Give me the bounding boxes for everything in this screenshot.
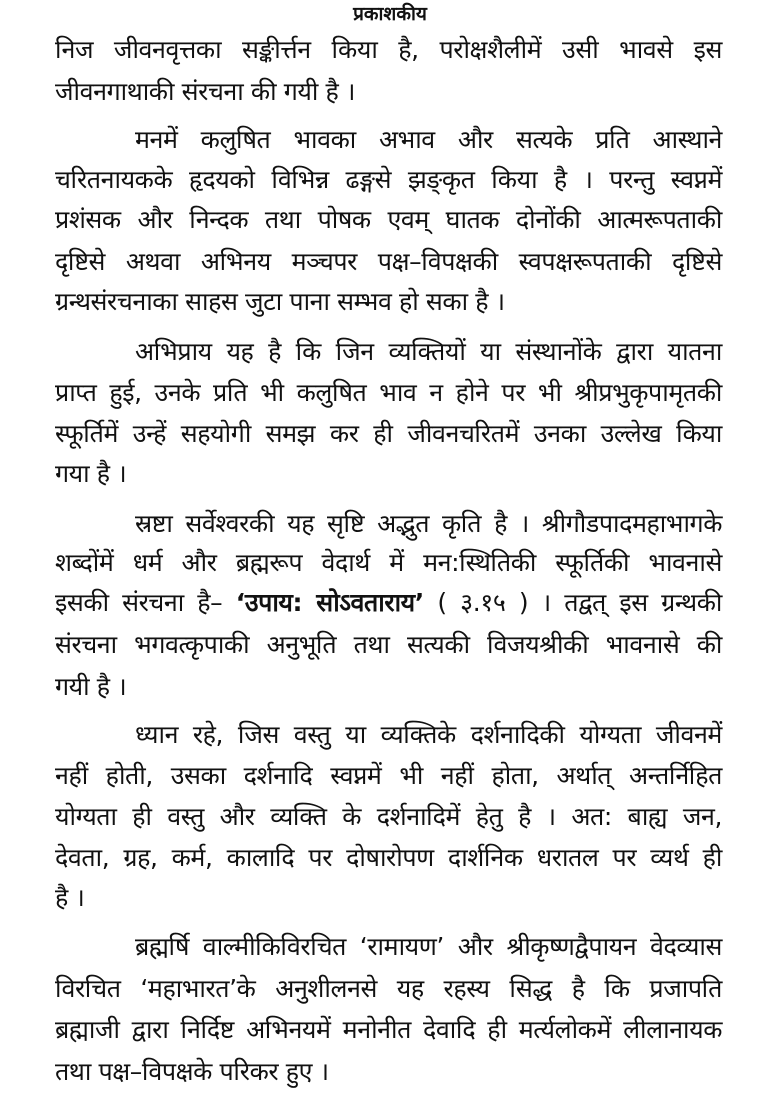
text-line: नहीं होती, उसका दर्शनादि स्वप्नमें भी नहीं होता, अर्थात् अन्तर्निहित [55, 761, 722, 790]
quote-suffix: ( ३.१५ ) । तद्वत् इस ग्रन्थकी [423, 588, 722, 617]
quote-prefix: इसकी संरचना है– [55, 588, 236, 617]
text-line: दृष्टिसे अथवा अभिनय मञ्चपर पक्ष–विपक्षकी स्वपक्षरूपताकी दृष्टिसे [55, 247, 722, 276]
text-line: ब्रह्मर्षि वाल्मीकिविरचित ‘रामायण’ और श्रीकृष्णद्वैपायन वेदव्यास [135, 932, 722, 961]
text-line: निज जीवनवृत्तका सङ्कीर्त्तन किया है, परोक्षशैलीमें उसी भावसे इस [55, 35, 722, 64]
text-line: तथा पक्ष–विपक्षके परिकर हुए । [55, 1057, 329, 1086]
text-line: चरितनायकके हृदयको विभिन्न ढङ्गसे झङ्कृत किया है । परन्तु स्वप्नमें [55, 165, 722, 194]
text-line: स्रष्टा सर्वेश्वरकी यह सृष्टि अद्भुत कृति है । श्रीगौडपादमहाभागके [135, 509, 722, 538]
text-line: शब्दोंमें धर्म और ब्रह्मरूप वेदार्थ में मन:स्थितिकी स्फूर्तिकी भावनासे [55, 548, 722, 577]
text-line: ग्रन्थसंरचनाका साहस जुटा पाना सम्भव हो सका है । [55, 287, 505, 316]
text-line: ध्यान रहे, जिस वस्तु या व्यक्तिके दर्शनादिकी योग्यता जीवनमें [135, 720, 722, 749]
text-line: गया है । [55, 459, 127, 488]
text-line: योग्यता ही वस्तु और व्यक्ति के दर्शनादिमें हेतु है । अत: बाह्य जन, [55, 802, 722, 831]
text-line: देवता, ग्रह, कर्म, कालादि पर दोषारोपण दार्शनिक धरातल पर व्यर्थ ही [55, 843, 722, 872]
text-line: ब्रह्माजी द्वारा निर्दिष्ट अभिनयमें मनोनीत देवादि ही मर्त्यलोकमें लीलानायक [55, 1015, 722, 1044]
text-line: गयी है । [55, 672, 127, 701]
text-line: है । [55, 883, 85, 912]
bold-quote: ‘उपाय: सोऽवताराय’ [235, 588, 424, 617]
text-line: प्रशंसक और निन्दक तथा पोषक एवम् घातक दोनोंकी आत्मरूपताकी [55, 205, 722, 234]
text-line: अभिप्राय यह है कि जिन व्यक्तियों या संस्थानोंके द्वारा यातना [135, 337, 722, 366]
text-line: संरचना भगवत्कृपाकी अनुभूति तथा सत्यकी विजयश्रीकी भावनासे की [55, 630, 722, 659]
text-line: जीवनगाथाकी संरचना की गयी है । [55, 77, 356, 106]
text-line: मनमें कलुषित भावका अभाव और सत्यके प्रति आस्थाने [135, 125, 722, 154]
page-title: प्रकाशकीय [353, 3, 427, 25]
text-line: प्राप्त हुई, उनके प्रति भी कलुषित भाव न होने पर भी श्रीप्रभुकृपामृतकी [55, 378, 722, 407]
text-line-with-quote [55, 586, 722, 620]
text-line: विरचित ‘महाभारत’के अनुशीलनसे यह रहस्य सिद्ध है कि प्रजापति [55, 974, 722, 1003]
text-line: स्फूर्तिमें उन्हें सहयोगी समझ कर ही जीवनचरितमें उनका उल्लेख किया [55, 419, 722, 448]
